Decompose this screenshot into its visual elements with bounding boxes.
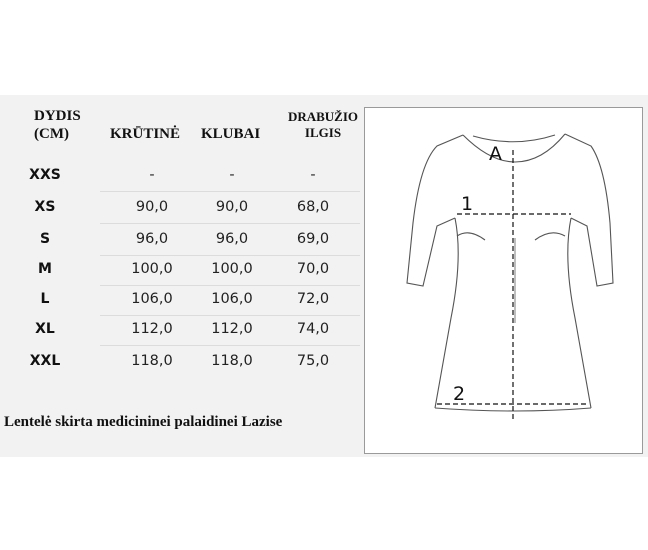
size-label: XL xyxy=(35,321,55,337)
cell-hips: 106,0 xyxy=(211,291,253,307)
cell-chest: - xyxy=(149,167,155,183)
cell-length: - xyxy=(310,167,316,183)
row-separator xyxy=(100,345,360,346)
cell-length: 72,0 xyxy=(296,291,330,307)
cell-chest: 100,0 xyxy=(131,261,173,277)
cell-hips: - xyxy=(229,167,235,183)
size-label: XXS xyxy=(29,167,61,183)
header-size-line1: DYDIS xyxy=(34,108,81,124)
left-dart xyxy=(457,233,485,240)
table-caption: Lentelė skirta medicininei palaidinei Lazise xyxy=(4,414,283,430)
cell-chest: 96,0 xyxy=(135,231,169,247)
cell-chest: 90,0 xyxy=(135,199,169,215)
label-a: A xyxy=(489,143,502,165)
cell-length: 74,0 xyxy=(296,321,330,337)
garment-measurement-figure xyxy=(364,107,643,454)
header-length-line2: ILGIS xyxy=(304,125,342,140)
row-separator xyxy=(100,191,360,192)
right-side-seam xyxy=(568,218,591,408)
left-side-seam xyxy=(435,218,458,408)
row-separator xyxy=(100,315,360,316)
row-separator xyxy=(100,285,360,286)
row-separator xyxy=(100,255,360,256)
header-length xyxy=(280,109,366,141)
size-label: S xyxy=(39,231,51,247)
cell-chest: 118,0 xyxy=(131,353,173,369)
header-length-line1: DRABUŽIO xyxy=(287,109,359,124)
header-size xyxy=(34,107,81,143)
neckline-front xyxy=(463,134,565,162)
header-size-line2: (CM) xyxy=(34,126,69,142)
cell-length: 68,0 xyxy=(296,199,330,215)
cell-hips: 96,0 xyxy=(215,231,249,247)
garment-diagram xyxy=(365,108,642,453)
row-separator xyxy=(100,223,360,224)
label-1: 1 xyxy=(461,193,474,215)
size-label: XXL xyxy=(29,353,61,369)
cell-hips: 118,0 xyxy=(211,353,253,369)
size-label: XS xyxy=(34,199,56,215)
cell-chest: 106,0 xyxy=(131,291,173,307)
cell-chest: 112,0 xyxy=(131,321,173,337)
cell-hips: 90,0 xyxy=(215,199,249,215)
left-sleeve xyxy=(407,135,463,286)
right-dart xyxy=(535,233,565,240)
header-chest: KRŪTINĖ xyxy=(110,126,181,142)
cell-hips: 112,0 xyxy=(211,321,253,337)
right-sleeve xyxy=(565,134,613,286)
label-2: 2 xyxy=(453,383,466,405)
neckline-back xyxy=(473,135,555,142)
cell-length: 70,0 xyxy=(296,261,330,277)
cell-hips: 100,0 xyxy=(211,261,253,277)
size-label: L xyxy=(40,291,50,307)
cell-length: 69,0 xyxy=(296,231,330,247)
cell-length: 75,0 xyxy=(296,353,330,369)
header-hips: KLUBAI xyxy=(201,126,261,142)
size-label: M xyxy=(38,261,52,277)
